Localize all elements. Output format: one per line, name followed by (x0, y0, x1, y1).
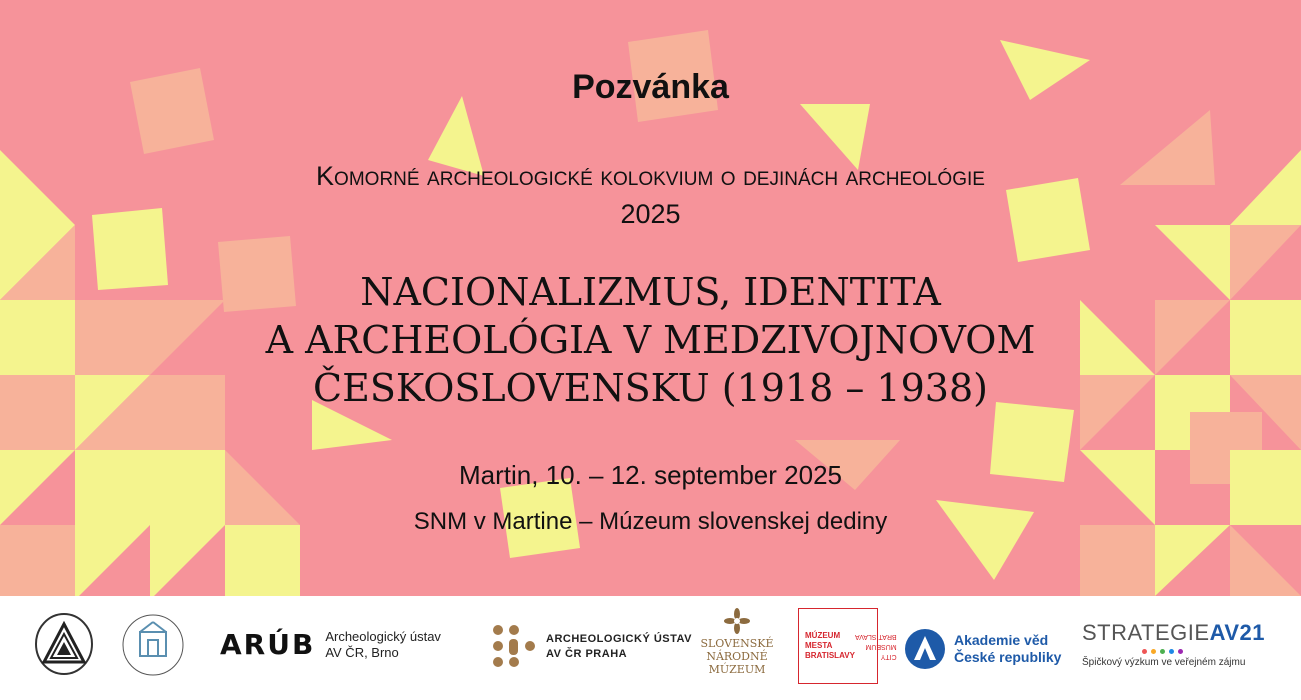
event-year: 2025 (620, 199, 681, 229)
au-praha-line-1: ARCHEOLOGICKÝ ÚSTAV (546, 633, 692, 645)
invitation-label: Pozvánka (572, 68, 729, 106)
event-title (0, 268, 1301, 412)
arub-wordmark: ARÚB (220, 628, 316, 661)
logo-snm (700, 608, 774, 676)
triangle-emblem-icon (34, 612, 94, 678)
partner-logos-bar (0, 596, 1301, 700)
mmb-mirror-1: CITY (880, 653, 897, 660)
event-venue: SNM v Martine – Múzeum slovenskej dediny (413, 508, 888, 535)
av-cr-line-1: Akademie věd (954, 632, 1049, 648)
logo-slovenska-archeologicka (34, 612, 94, 678)
event-date: Martin, 10. – 12. september 2025 (458, 460, 842, 490)
star-flower-icon (724, 608, 750, 634)
building-emblem-icon (118, 610, 188, 680)
arub-line-2: AV ČR, Brno (325, 644, 399, 660)
logo-arub (220, 628, 441, 661)
logo-mmb (798, 608, 897, 684)
mmb-mirror-3: BRATISLAVA (854, 633, 897, 640)
logo-av-cr (904, 628, 1061, 670)
snm-line-1: SLOVENSKÉ (700, 637, 774, 650)
dots-icon (492, 624, 536, 670)
title-line-2: A ARCHEOLÓGIA V MEDZIVOJNOVOM (265, 318, 1036, 362)
logo-au-sav-nitra (118, 610, 188, 680)
mmb-line-2: MESTA (805, 641, 833, 650)
event-series (0, 157, 1301, 233)
av-cr-line-2: České republiky (954, 649, 1062, 665)
logo-au-praha (492, 624, 692, 670)
snm-line-2: NÁRODNÉ (706, 650, 768, 663)
letter-a-circle-icon (904, 628, 946, 670)
logo-strategie-av21 (1082, 620, 1265, 668)
au-praha-line-2: AV ČR PRAHA (546, 648, 628, 660)
snm-line-3: MÚZEUM (708, 663, 766, 676)
title-line-1: NACIONALIZMUS, IDENTITA (360, 270, 941, 314)
mmb-line-3: BRATISLAVY (805, 651, 855, 660)
title-line-3: ČESKOSLOVENSKU (1918 – 1938) (313, 366, 988, 410)
mmb-line-1: MÚZEUM (805, 631, 841, 640)
strategie-word: STRATEGIE (1082, 620, 1210, 645)
strategie-tagline: Špičkový výzkum ve veřejném zájmu (1082, 657, 1246, 668)
arub-line-1: Archeologický ústav (325, 628, 441, 644)
color-dots-icon (1142, 649, 1183, 654)
mmb-mirror-2: MUSEUM (865, 643, 897, 650)
av21-word: AV21 (1209, 620, 1265, 645)
event-series-name: Komorné archeologické kolokvium o dejinách archeológie (316, 161, 985, 191)
